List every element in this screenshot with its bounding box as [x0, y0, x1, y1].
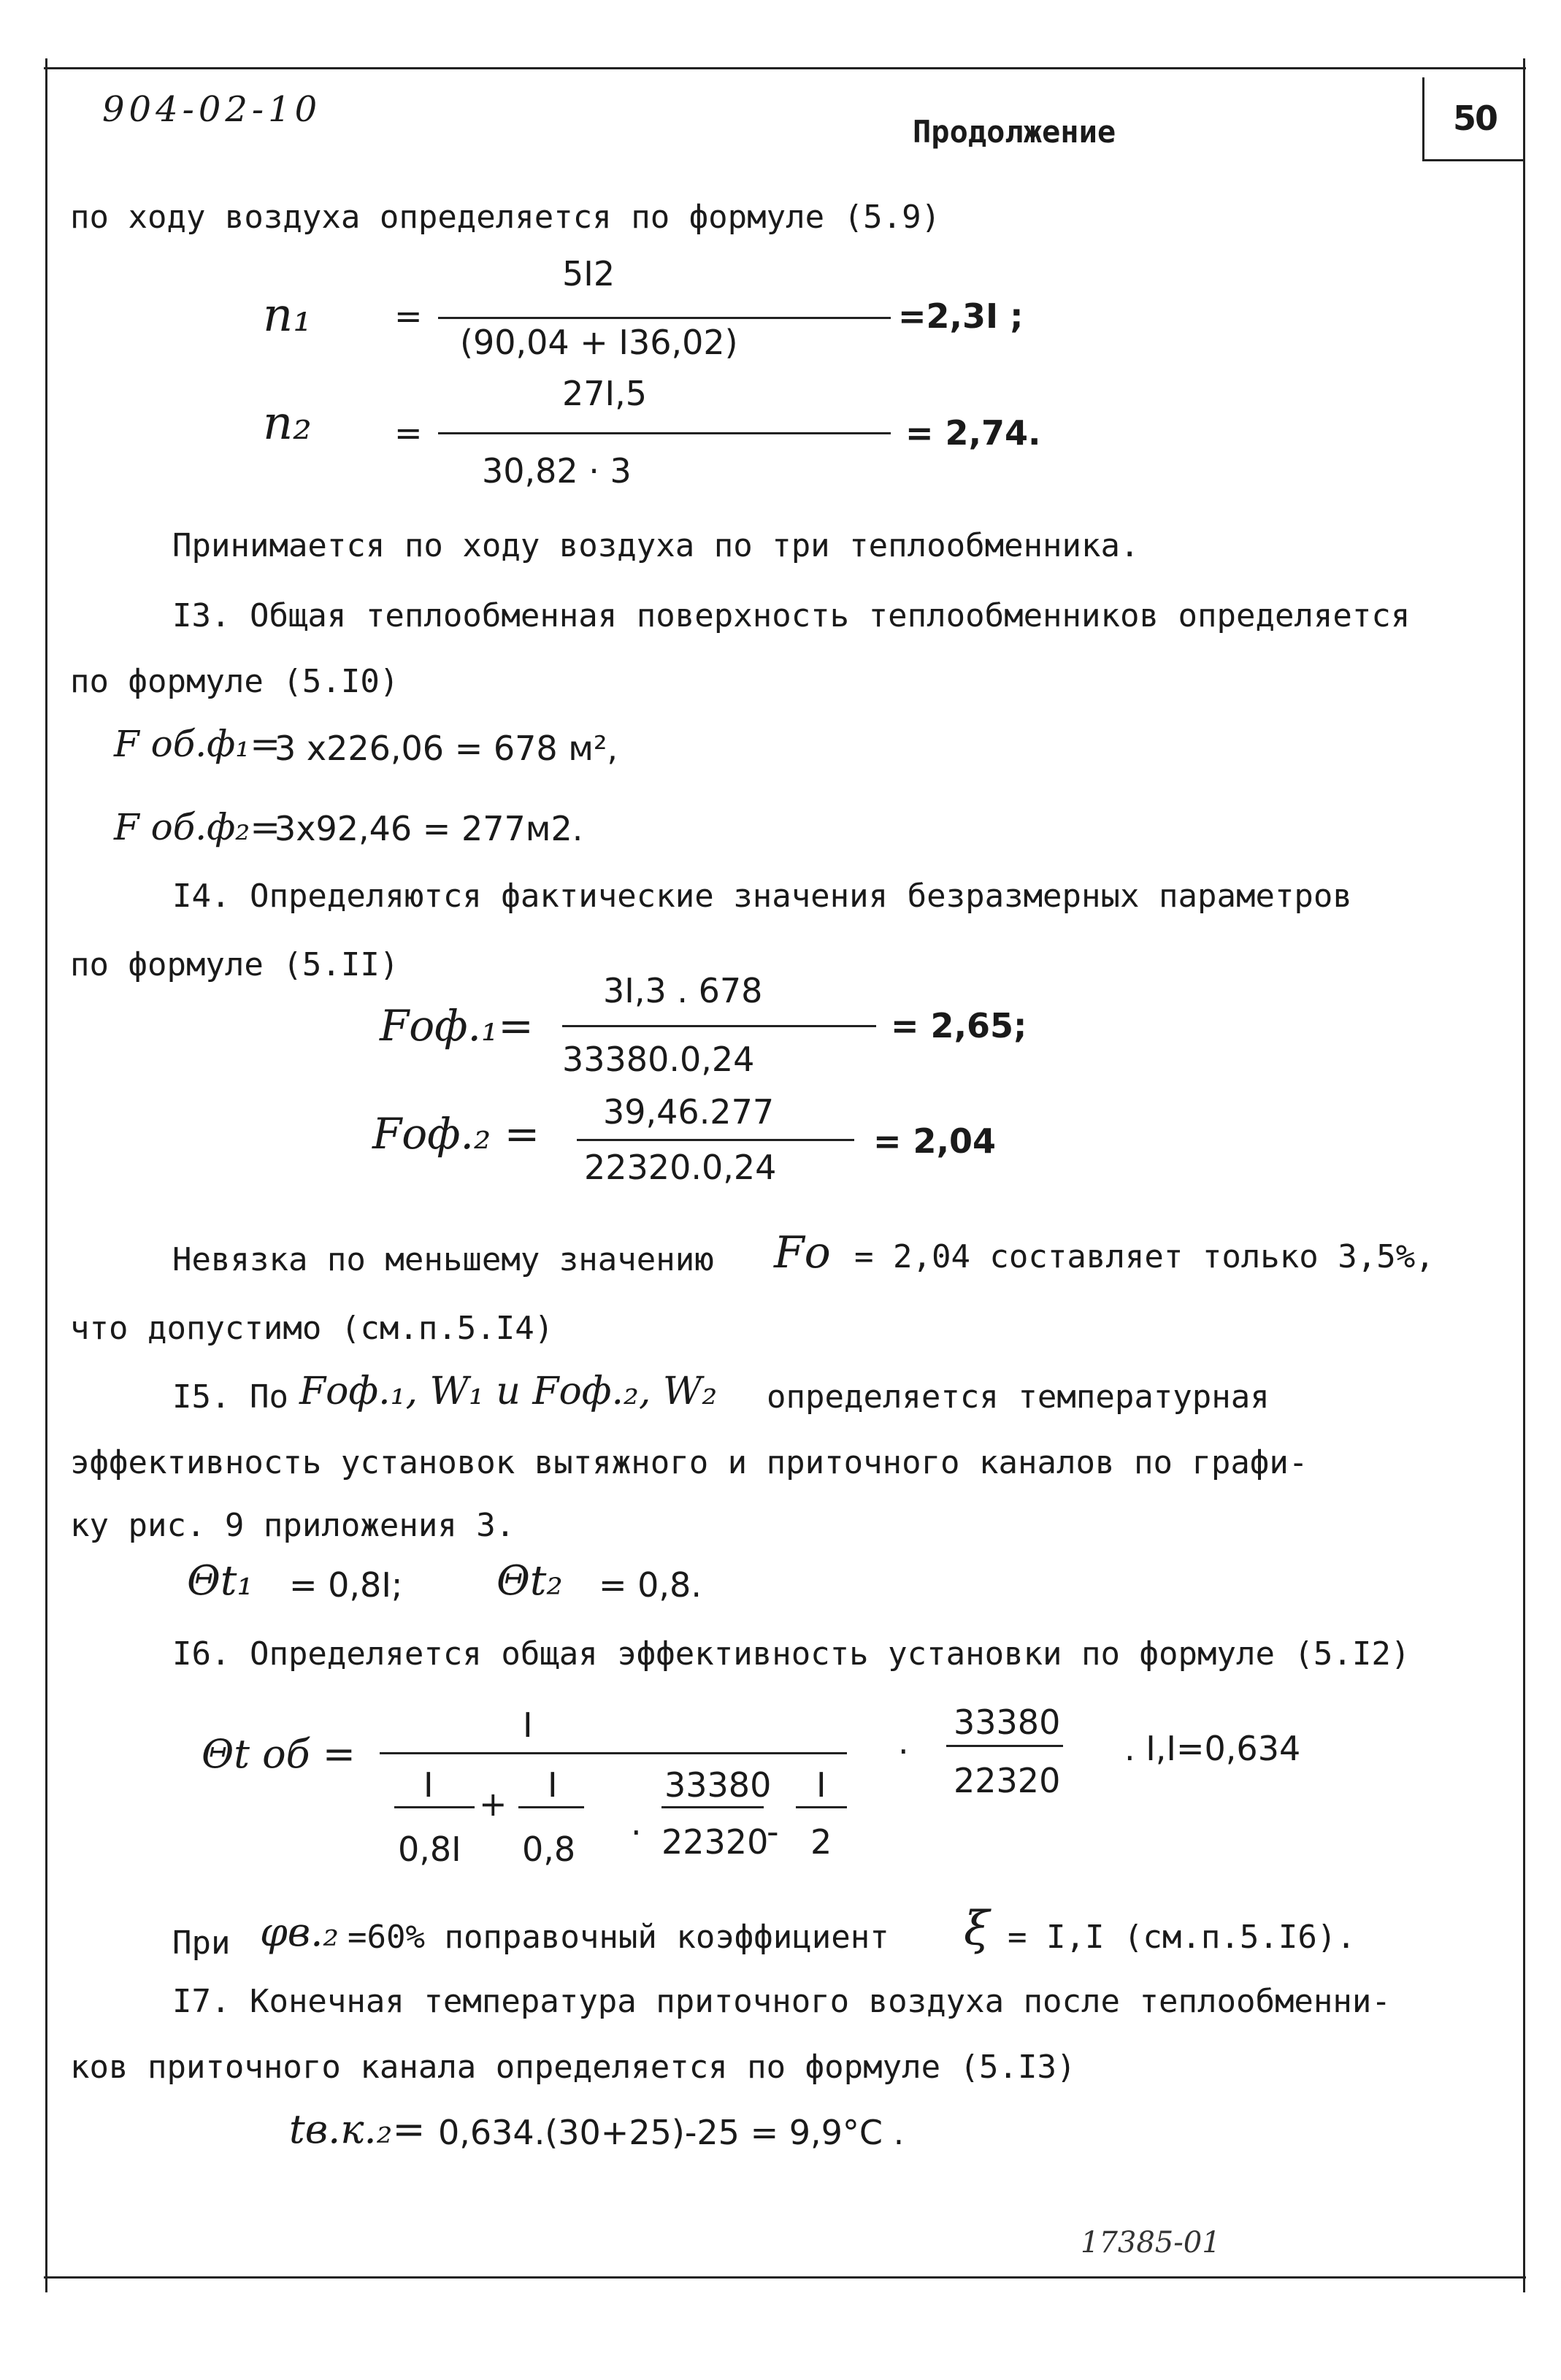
frame-right-line [1523, 58, 1525, 2292]
xi-symbol: ξ [964, 1902, 990, 1956]
f1-symbol: F об.ф₁= [114, 723, 281, 765]
fraction-bar [438, 432, 891, 434]
n1-symbol: n₁ [263, 288, 312, 342]
text-line: I3. Общая теплообменная поверхность теплообменников определяется [172, 597, 1411, 634]
theta2-symbol: Θt₂ [496, 1557, 563, 1605]
phi-symbol: φв.₂ [260, 1909, 340, 1955]
fraction-bar [577, 1139, 854, 1141]
text-line: I5. По [172, 1378, 288, 1416]
fo2-result: = 2,04 [873, 1121, 997, 1161]
doc-code: 904-02-10 [102, 89, 322, 130]
equals-sign: = [394, 296, 423, 336]
theta-result: . I,I=0,634 [1124, 1729, 1301, 1768]
fraction-bar [518, 1806, 584, 1808]
fo2-denominator: 22320.0,24 [584, 1148, 777, 1187]
theta-ob-symbol: Θt об = [202, 1731, 356, 1777]
theta-d2: 0,8 [522, 1830, 576, 1869]
n1-numerator: 5I2 [562, 254, 615, 293]
text-line: по формуле (5.I0) [70, 663, 399, 700]
theta-i1: I [423, 1765, 434, 1805]
theta-dot: . [631, 1803, 642, 1843]
text-line: =60% поправочный коэффициент [348, 1919, 889, 1956]
theta1-symbol: Θt₁ [187, 1557, 253, 1605]
fraction-bar [946, 1745, 1063, 1747]
n1-result: =2,3I ; [898, 296, 1024, 336]
t-symbol: tв.к.₂= [289, 2106, 426, 2152]
text-line: I4. Определяются фактические значения безразмерных параметров [172, 878, 1352, 915]
frame-bottom-line [44, 2276, 1526, 2279]
continuation-label: Продолжение [913, 114, 1116, 150]
t-expression: 0,634.(30+25)-25 = 9,9°С . [438, 2113, 905, 2152]
n1-denominator: (90,04 + I36,02) [460, 323, 738, 362]
fo1-denominator: 33380.0,24 [562, 1040, 755, 1079]
text-line: по формуле (5.II) [70, 946, 399, 983]
theta-minus: - [767, 1812, 779, 1851]
theta-dot: · [898, 1732, 909, 1771]
text-line: При [172, 1924, 231, 1962]
fo1-result: = 2,65; [891, 1006, 1027, 1045]
theta2-value: = 0,8. [599, 1565, 702, 1605]
text-line: что допустимо (см.п.5.I4) [70, 1310, 554, 1347]
footer-stamp: 17385-01 [1081, 2226, 1221, 2260]
theta-i2: I [548, 1765, 558, 1805]
theta-i3: I [816, 1765, 826, 1805]
p15-symbols: Fоф.₁, W₁ и Fоф.₂, W₂ [299, 1370, 718, 1413]
fo2-numerator: 39,46.277 [603, 1092, 775, 1132]
text-line: ку рис. 9 приложения 3. [70, 1507, 515, 1544]
frame-top-line [44, 67, 1526, 69]
theta-plus: + [479, 1784, 507, 1824]
equals-sign: = [394, 413, 423, 453]
theta-r2-den: 22320 [954, 1761, 1061, 1800]
theta-r1-den: 22320 [661, 1822, 769, 1862]
text-line: Невязка по меньшему значению [172, 1241, 714, 1278]
text-line: Принимается по ходу воздуха по три теплообменника. [172, 527, 1140, 564]
f2-symbol: F об.ф₂= [114, 806, 281, 848]
fraction-bar [394, 1806, 475, 1808]
n2-result: = 2,74. [905, 413, 1041, 453]
fraction-bar [380, 1752, 847, 1754]
text-line: = 2,04 составляет только 3,5%, [854, 1238, 1435, 1275]
n2-numerator: 27I,5 [562, 374, 647, 413]
fo2-symbol: Fоф.₂ = [372, 1109, 540, 1159]
text-line: эффективность установок вытяжного и приточного каналов по графи- [70, 1444, 1308, 1481]
fraction-bar [438, 317, 891, 319]
page-number-box [1422, 77, 1525, 161]
fraction-bar [661, 1806, 764, 1808]
theta-d1: 0,8I [398, 1830, 461, 1869]
fo1-numerator: 3I,3 . 678 [603, 971, 763, 1010]
fo-symbol: Fо [774, 1227, 831, 1278]
theta-d3: 2 [810, 1822, 832, 1862]
text-line: = I,I (см.п.5.I6). [1008, 1919, 1356, 1956]
f2-expression: 3х92,46 = 277м2. [275, 809, 583, 848]
page-number: 50 [1452, 99, 1497, 138]
fo1-symbol: Fоф.₁= [380, 1001, 534, 1051]
fraction-bar [562, 1025, 876, 1027]
text-line: определяется температурная [767, 1378, 1270, 1416]
text-line: по ходу воздуха определяется по формуле (5.9) [70, 199, 941, 236]
n2-denominator: 30,82 · 3 [482, 451, 632, 491]
theta-r2-num: 33380 [954, 1703, 1061, 1742]
frame-left-line [45, 58, 47, 2292]
fraction-bar [796, 1806, 847, 1808]
n2-symbol: n₂ [263, 396, 312, 450]
theta-r1-num: 33380 [664, 1765, 772, 1805]
theta-top: I [523, 1705, 533, 1745]
text-line: I7. Конечная температура приточного воздуха после теплообменни- [172, 1983, 1391, 2020]
theta1-value: = 0,8I; [289, 1565, 403, 1605]
text-line: ков приточного канала определяется по формуле (5.I3) [70, 2049, 1076, 2086]
f1-expression: 3 х226,06 = 678 м², [275, 729, 618, 768]
text-line: I6. Определяется общая эффективность установки по формуле (5.I2) [172, 1635, 1411, 1673]
